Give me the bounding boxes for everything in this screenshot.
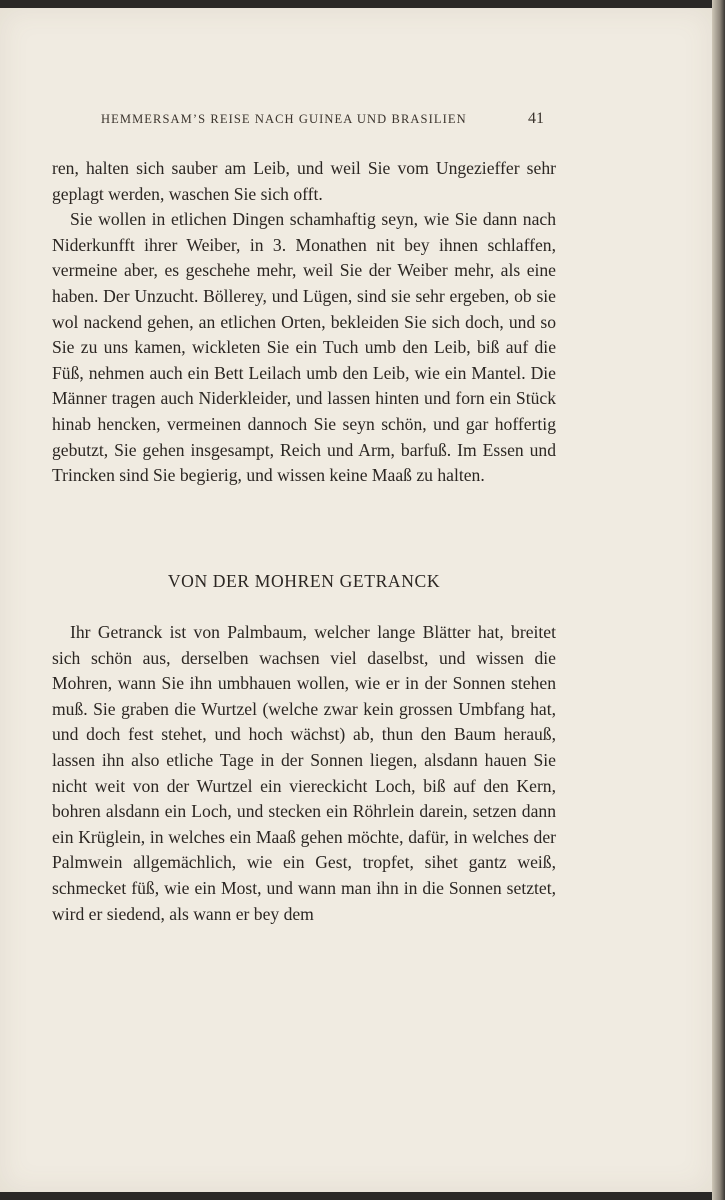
page-number: 41 — [528, 110, 544, 127]
running-head: HEMMERSAM’S REISE NACH GUINEA UND BRASILIEN — [101, 112, 467, 126]
section-heading: VON DER MOHREN GETRANCK — [167, 571, 441, 591]
page-edge — [712, 0, 725, 1200]
text-block-top — [52, 156, 556, 489]
paragraph-continued: ren, halten sich sauber am Leib, und weil Sie vom Ungezieffer sehr geplagt werden, waschen Sie sich offt. — [52, 158, 556, 204]
text-block-bottom — [52, 620, 556, 927]
paragraph: Ihr Getranck ist von Palmbaum, welcher lange Blätter hat, breitet sich schön aus, derselben wachsen viel daselbst, und wissen die Mohren, wann Sie ihn umbhauen wollen, wie er in der Sonnen stehen muß. Sie graben die Wurtzel (welche zwar kein grossen Umbfang hat, und doch fest stehet, und hoch wächst) ab, thun den Baum herauß, lassen ihn also etliche Tage in der Sonnen liegen, alsdann hauen Sie nicht weit von der Wurtzel ein viereckicht Loch, biß auf den Kern, bohren alsdann ein Loch, und stecken ein Röhrlein darein, setzen dann ein Krüglein, in welches ein Maaß gehen möchte, dafür, in welches der Palmwein allgemächlich, wie ein Gest, tropfet, sihet gantz weiß, schmecket füß, wie ein Most, und wann man ihn in die Sonnen setztet, wird er siedend, als wann er bey dem — [52, 622, 556, 924]
book-page — [0, 8, 712, 1192]
paragraph: Sie wollen in etlichen Dingen schamhaftig seyn, wie Sie dann nach Niderkunfft ihrer Weiber, in 3. Monathen nit bey ihnen schlaffen, vermeine aber, es geschehe mehr, weil Sie der Weiber mehr, als eine haben. Der Unzucht. Böllerey, und Lügen, sind sie sehr ergeben, ob sie wol nackend gehen, an etlichen Orten, bekleiden Sie sich doch, und so Sie zu uns kamen, wickleten Sie ein Tuch umb den Leib, biß auf die Füß, nehmen auch ein Bett Leilach umb den Leib, wie ein Mantel. Die Männer tragen auch Niderkleider, und lassen hinten und forn ein Stück hinab hencken, vermeinen dannoch Sie seyn schön, und gar hoffertig gebutzt, Sie gehen insgesampt, Reich und Arm, barfuß. Im Essen und Trincken sind Sie begierig, und wissen keine Maaß zu halten. — [52, 209, 556, 486]
